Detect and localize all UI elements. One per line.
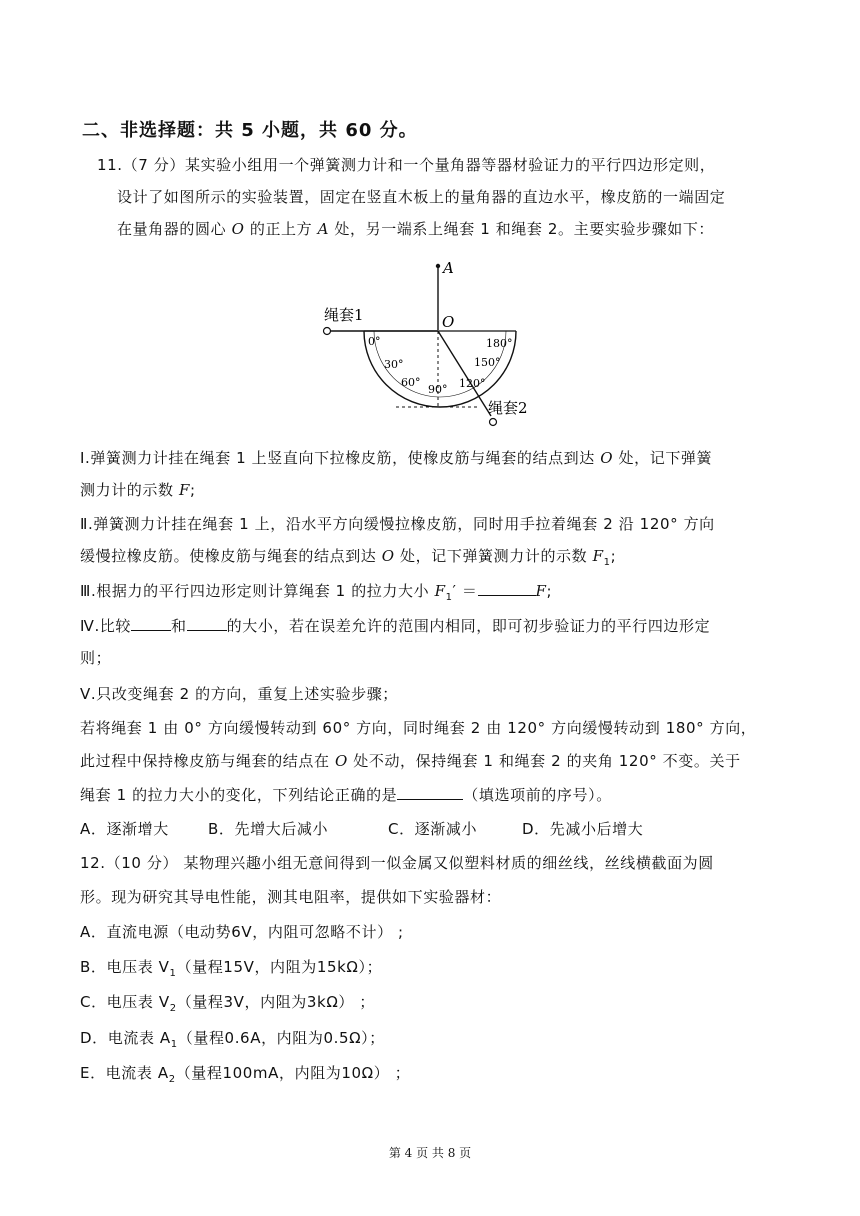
- text: 缓慢拉橡皮筋。使橡皮筋与绳套的结点到达: [80, 547, 382, 565]
- text: E．电流表 A: [80, 1064, 169, 1082]
- q12-line1: 12.（10 分） 某物理兴趣小组无意间得到一似金属又似塑料材质的细丝线，丝线横截面为圆: [80, 854, 714, 872]
- var-F: F: [434, 582, 446, 600]
- q12-item-A: A．直流电源（电动势6V，内阻可忽略不计） ;: [80, 923, 404, 941]
- follow-line1: 若将绳套 1 由 0° 方向缓慢转动到 60° 方向，同时绳套 2 由 120° 方向缓慢转动到 180° 方向，: [80, 719, 757, 737]
- text: Ⅰ.弹簧测力计挂在绳套 1 上竖直向下拉橡皮筋，使橡皮筋与绳套的结点到达: [80, 449, 601, 467]
- var-O: O: [600, 449, 614, 467]
- subscript: 1: [603, 557, 611, 568]
- step-3: [80, 580, 552, 603]
- option-B: B．先增大后减小: [208, 820, 329, 838]
- text: D．电流表 A: [80, 1029, 171, 1047]
- var-F: F: [178, 481, 190, 499]
- var-O: O: [381, 547, 395, 565]
- q12-item-D: [80, 1027, 385, 1050]
- text: 此过程中保持橡皮筋与绳套的结点在: [80, 752, 335, 770]
- text: ;: [546, 582, 553, 600]
- answer-blank-2[interactable]: [131, 616, 171, 631]
- answer-blank-3[interactable]: [187, 616, 227, 631]
- text: 的正上方: [244, 220, 318, 238]
- step-1-line1: [80, 447, 712, 468]
- label-deg60: 60°: [401, 376, 421, 389]
- answer-blank-4[interactable]: [397, 785, 463, 800]
- answer-blank-1[interactable]: [478, 581, 536, 596]
- text: 处不动，保持绳套 1 和绳套 2 的夹角 120° 不变。关于: [347, 752, 741, 770]
- step-2-line1: Ⅱ.弹簧测力计挂在绳套 1 上，沿水平方向缓慢拉橡皮筋，同时用手拉着绳套 2 沿 120° 方向: [80, 515, 715, 533]
- text: B．电压表 V: [80, 958, 170, 976]
- q11-line3: [117, 218, 714, 239]
- q12-line2: 形。现为研究其导电性能，测其电阻率，提供如下实验器材：: [80, 888, 502, 906]
- text: （填选项前的序号）。: [463, 786, 612, 804]
- label-A: A: [443, 259, 454, 277]
- subscript: 2: [169, 1003, 177, 1014]
- text: 处，记下弹簧: [613, 449, 713, 467]
- var-O: O: [231, 220, 245, 238]
- step-1-line2: [80, 479, 196, 500]
- text: （量程0.6A，内阻为0.5Ω）；: [177, 1029, 385, 1047]
- text: （量程3V，内阻为3kΩ） ；: [176, 993, 375, 1011]
- label-deg180: 180°: [486, 337, 513, 350]
- label-deg30: 30°: [384, 358, 404, 371]
- follow-line3: [80, 784, 612, 805]
- text: Ⅳ.比较: [80, 617, 132, 635]
- text: （量程15V，内阻为15kΩ）；: [176, 958, 383, 976]
- option-D: D．先减小后增大: [522, 820, 644, 838]
- text: 处，另一端系上绳套 1 和绳套 2。主要实验步骤如下：: [329, 220, 715, 238]
- var-A: A: [317, 220, 330, 238]
- step-4-line2: 则；: [80, 649, 112, 667]
- q12-item-C: [80, 991, 375, 1014]
- step-2-line2: [80, 545, 616, 568]
- text: Ⅲ.根据力的平行四边形定则计算绳套 1 的拉力大小: [80, 582, 435, 600]
- text: 处，记下弹簧测力计的示数: [394, 547, 593, 565]
- text: 的大小，若在误差允许的范围内相同，即可初步验证力的平行四边形定: [226, 617, 711, 635]
- protractor-figure: [316, 258, 546, 434]
- q12-item-B: [80, 956, 382, 979]
- text: ′ ＝: [452, 582, 478, 600]
- subscript: 1: [170, 1039, 178, 1050]
- q12-item-E: [80, 1062, 410, 1085]
- q11-line1: 11.（7 分）某实验小组用一个弹簧测力计和一个量角器等器材验证力的平行四边形定则，: [97, 156, 716, 174]
- var-F: F: [592, 547, 604, 565]
- label-rope1: 绳套1: [324, 306, 364, 324]
- text: 绳套 1 的拉力大小的变化，下列结论正确的是: [80, 786, 398, 804]
- subscript: 1: [445, 592, 453, 603]
- text: 和: [171, 617, 187, 635]
- text: ;: [610, 547, 617, 565]
- step-4-line1: [80, 615, 710, 636]
- text: ;: [189, 481, 196, 499]
- q11-line2: 设计了如图所示的实验装置，固定在竖直木板上的量角器的直边水平，橡皮筋的一端固定: [117, 188, 726, 206]
- option-A: A．逐渐增大: [80, 820, 169, 838]
- var-F: F: [535, 582, 547, 600]
- label-deg150: 150°: [474, 356, 501, 369]
- label-deg90: 90°: [428, 383, 448, 396]
- text: 在量角器的圆心: [117, 220, 232, 238]
- text: 测力计的示数: [80, 481, 179, 499]
- label-deg0: 0°: [368, 335, 381, 348]
- text: C．电压表 V: [80, 993, 170, 1011]
- label-deg120: 120°: [459, 377, 486, 390]
- follow-line2: [80, 750, 741, 771]
- page-footer: 第 4 页 共 8 页: [388, 1146, 472, 1160]
- subscript: 1: [169, 968, 177, 979]
- text: （量程100mA，内阻为10Ω） ；: [175, 1064, 411, 1082]
- var-O: O: [334, 752, 348, 770]
- step-5: Ⅴ.只改变绳套 2 的方向，重复上述实验步骤；: [80, 685, 398, 703]
- option-C: C．逐渐减小: [388, 820, 478, 838]
- section-title: 二、非选择题：共 5 小题，共 60 分。: [82, 120, 418, 141]
- subscript: 2: [168, 1074, 176, 1085]
- label-O: O: [442, 313, 455, 331]
- label-rope2: 绳套2: [488, 399, 528, 417]
